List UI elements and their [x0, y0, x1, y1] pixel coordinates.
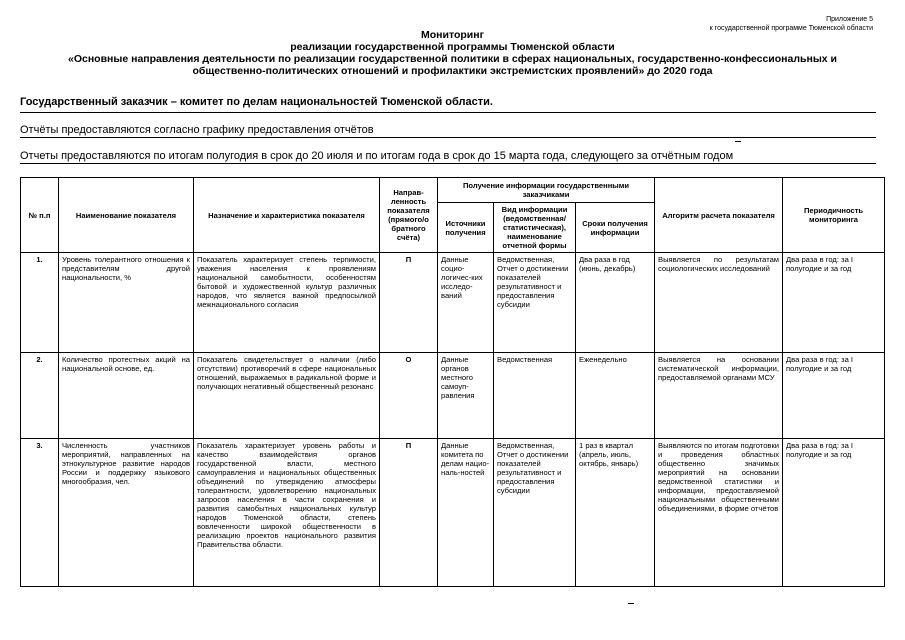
- row-purpose: Показатель свидетельствует о наличии (либо отсутствии) противоречий в сфере национальных отношений, выражаемых в радикальной форме и получающих негативный общественный резонанс: [194, 353, 380, 439]
- header-sources: Источники получения: [438, 203, 494, 253]
- title-line-3: «Основные направления деятельности по реализации государственной политики в сферах национальных, государственно-конфессиональных и: [67, 53, 837, 65]
- row-periodicity: Два раза в год: за I полугодие и за год: [783, 253, 885, 353]
- row-direction: П: [380, 439, 438, 587]
- row-algorithm: Выявляется на основании систематической информации, предоставляемой органами МСУ: [655, 353, 783, 439]
- scan-mark: [628, 603, 634, 604]
- title-line-2: реализации государственной программы Тюменской области: [290, 41, 615, 53]
- monitoring-table: [20, 177, 885, 587]
- row-info-type: Ведомственная: [494, 353, 576, 439]
- row-num: 3.: [21, 439, 59, 587]
- row-direction: П: [380, 253, 438, 353]
- row-sources: Данные органов местного самоуп-равления: [438, 353, 494, 439]
- row-name: Количество протестных акций на национальной основе, ед.: [59, 353, 194, 439]
- title-line-4: общественно-политических отношений и профилактики экстремистских проявлений» до 2020 года: [192, 65, 713, 77]
- row-algorithm: Выявляется по результатам социологических исследований: [655, 253, 783, 353]
- row-deadlines: 1 раз в квартал (апрель, июль, октябрь, январь): [576, 439, 655, 587]
- row-purpose: Показатель характеризует уровень работы и качество взаимодействия органов государственной власти, местного самоуправления и национальных общественных объединений по утверждению атмосферы толерантности, удовлетворению национальных запросов населения в части сохранения и развития самобытных национальных культур народов Тюменской области, степень вовлеченности широкой общественности в реализацию проектов национального развития Правительства области.: [194, 439, 380, 587]
- reports-deadline-line: Отчеты предоставляются по итогам полугодия в срок до 20 июля и по итогам года в срок до 15 марта года, следующего за отчётным годом: [20, 150, 734, 162]
- document-title: [0, 29, 905, 77]
- reports-schedule-line: Отчёты предоставляются согласно графику предоставления отчётов: [20, 124, 374, 136]
- header-algorithm: Алгоритм расчета показателя: [655, 178, 783, 253]
- header-num: № п.п: [21, 178, 59, 253]
- row-sources: Данные социо-логичес-ких исследо-ваний: [438, 253, 494, 353]
- appendix-line-2: к государственной программе Тюменской области: [709, 25, 873, 32]
- table-row: [21, 439, 885, 587]
- row-periodicity: Два раза в год: за I полугодие и за год: [783, 353, 885, 439]
- customer-line: Государственный заказчик – комитет по делам национальностей Тюменской области.: [20, 96, 493, 108]
- row-sources: Данные комитета по делам нацио-наль-ностей: [438, 439, 494, 587]
- header-deadlines: Сроки получения информации: [576, 203, 655, 253]
- row-name: Уровень толерантного отношения к представителям другой национальности, %: [59, 253, 194, 353]
- row-info-type: Ведомственная, Отчет о достижении показателей результативност и предоставления субсидии: [494, 253, 576, 353]
- schedule-rule: [20, 137, 876, 138]
- table-row: [21, 353, 885, 439]
- row-num: 2.: [21, 353, 59, 439]
- title-line-1: Мониторинг: [421, 29, 484, 41]
- header-direction: Направ-ленность показателя (прямого/о братного счёта): [380, 178, 438, 253]
- row-purpose: Показатель характеризует степень терпимости, уважения населения к проявлениям национальной самобытности, особенностям бытовой и художественной культур различных народов, что является важной предпосылкой межнационального согласия: [194, 253, 380, 353]
- row-deadlines: Два раза в год (июнь, декабрь): [576, 253, 655, 353]
- row-periodicity: Два раза в год: за I полугодие и за год: [783, 439, 885, 587]
- row-info-type: Ведомственная, Отчет о достижении показателей результативност и предоставления субсидии: [494, 439, 576, 587]
- header-periodicity: Периодичность мониторинга: [783, 178, 885, 253]
- header-purpose: Назначение и характеристика показателя: [194, 178, 380, 253]
- header-name: Наименование показателя: [59, 178, 194, 253]
- appendix-line-1: Приложение 5: [826, 16, 873, 23]
- row-direction: О: [380, 353, 438, 439]
- customer-rule: [20, 112, 876, 113]
- row-num: 1.: [21, 253, 59, 353]
- table-row: [21, 253, 885, 353]
- header-info-type: Вид информации (ведомственная/ статистическая), наименование отчетной формы: [494, 203, 576, 253]
- scan-mark: [735, 141, 741, 142]
- row-deadlines: Еженедельно: [576, 353, 655, 439]
- row-algorithm: Выявляются по итогам подготовки и проведения областных общественно значимых мероприятий на основании ведомственной статистики и информации, предоставляемой национальными общественными объединениями, в форме отчётов: [655, 439, 783, 587]
- row-name: Численность участников мероприятий, направленных на этнокультурное развитие народов России и поддержку языкового многообразия, чел.: [59, 439, 194, 587]
- deadline-rule: [20, 163, 876, 164]
- header-info-group: Получение информации государственными заказчиками: [438, 178, 655, 203]
